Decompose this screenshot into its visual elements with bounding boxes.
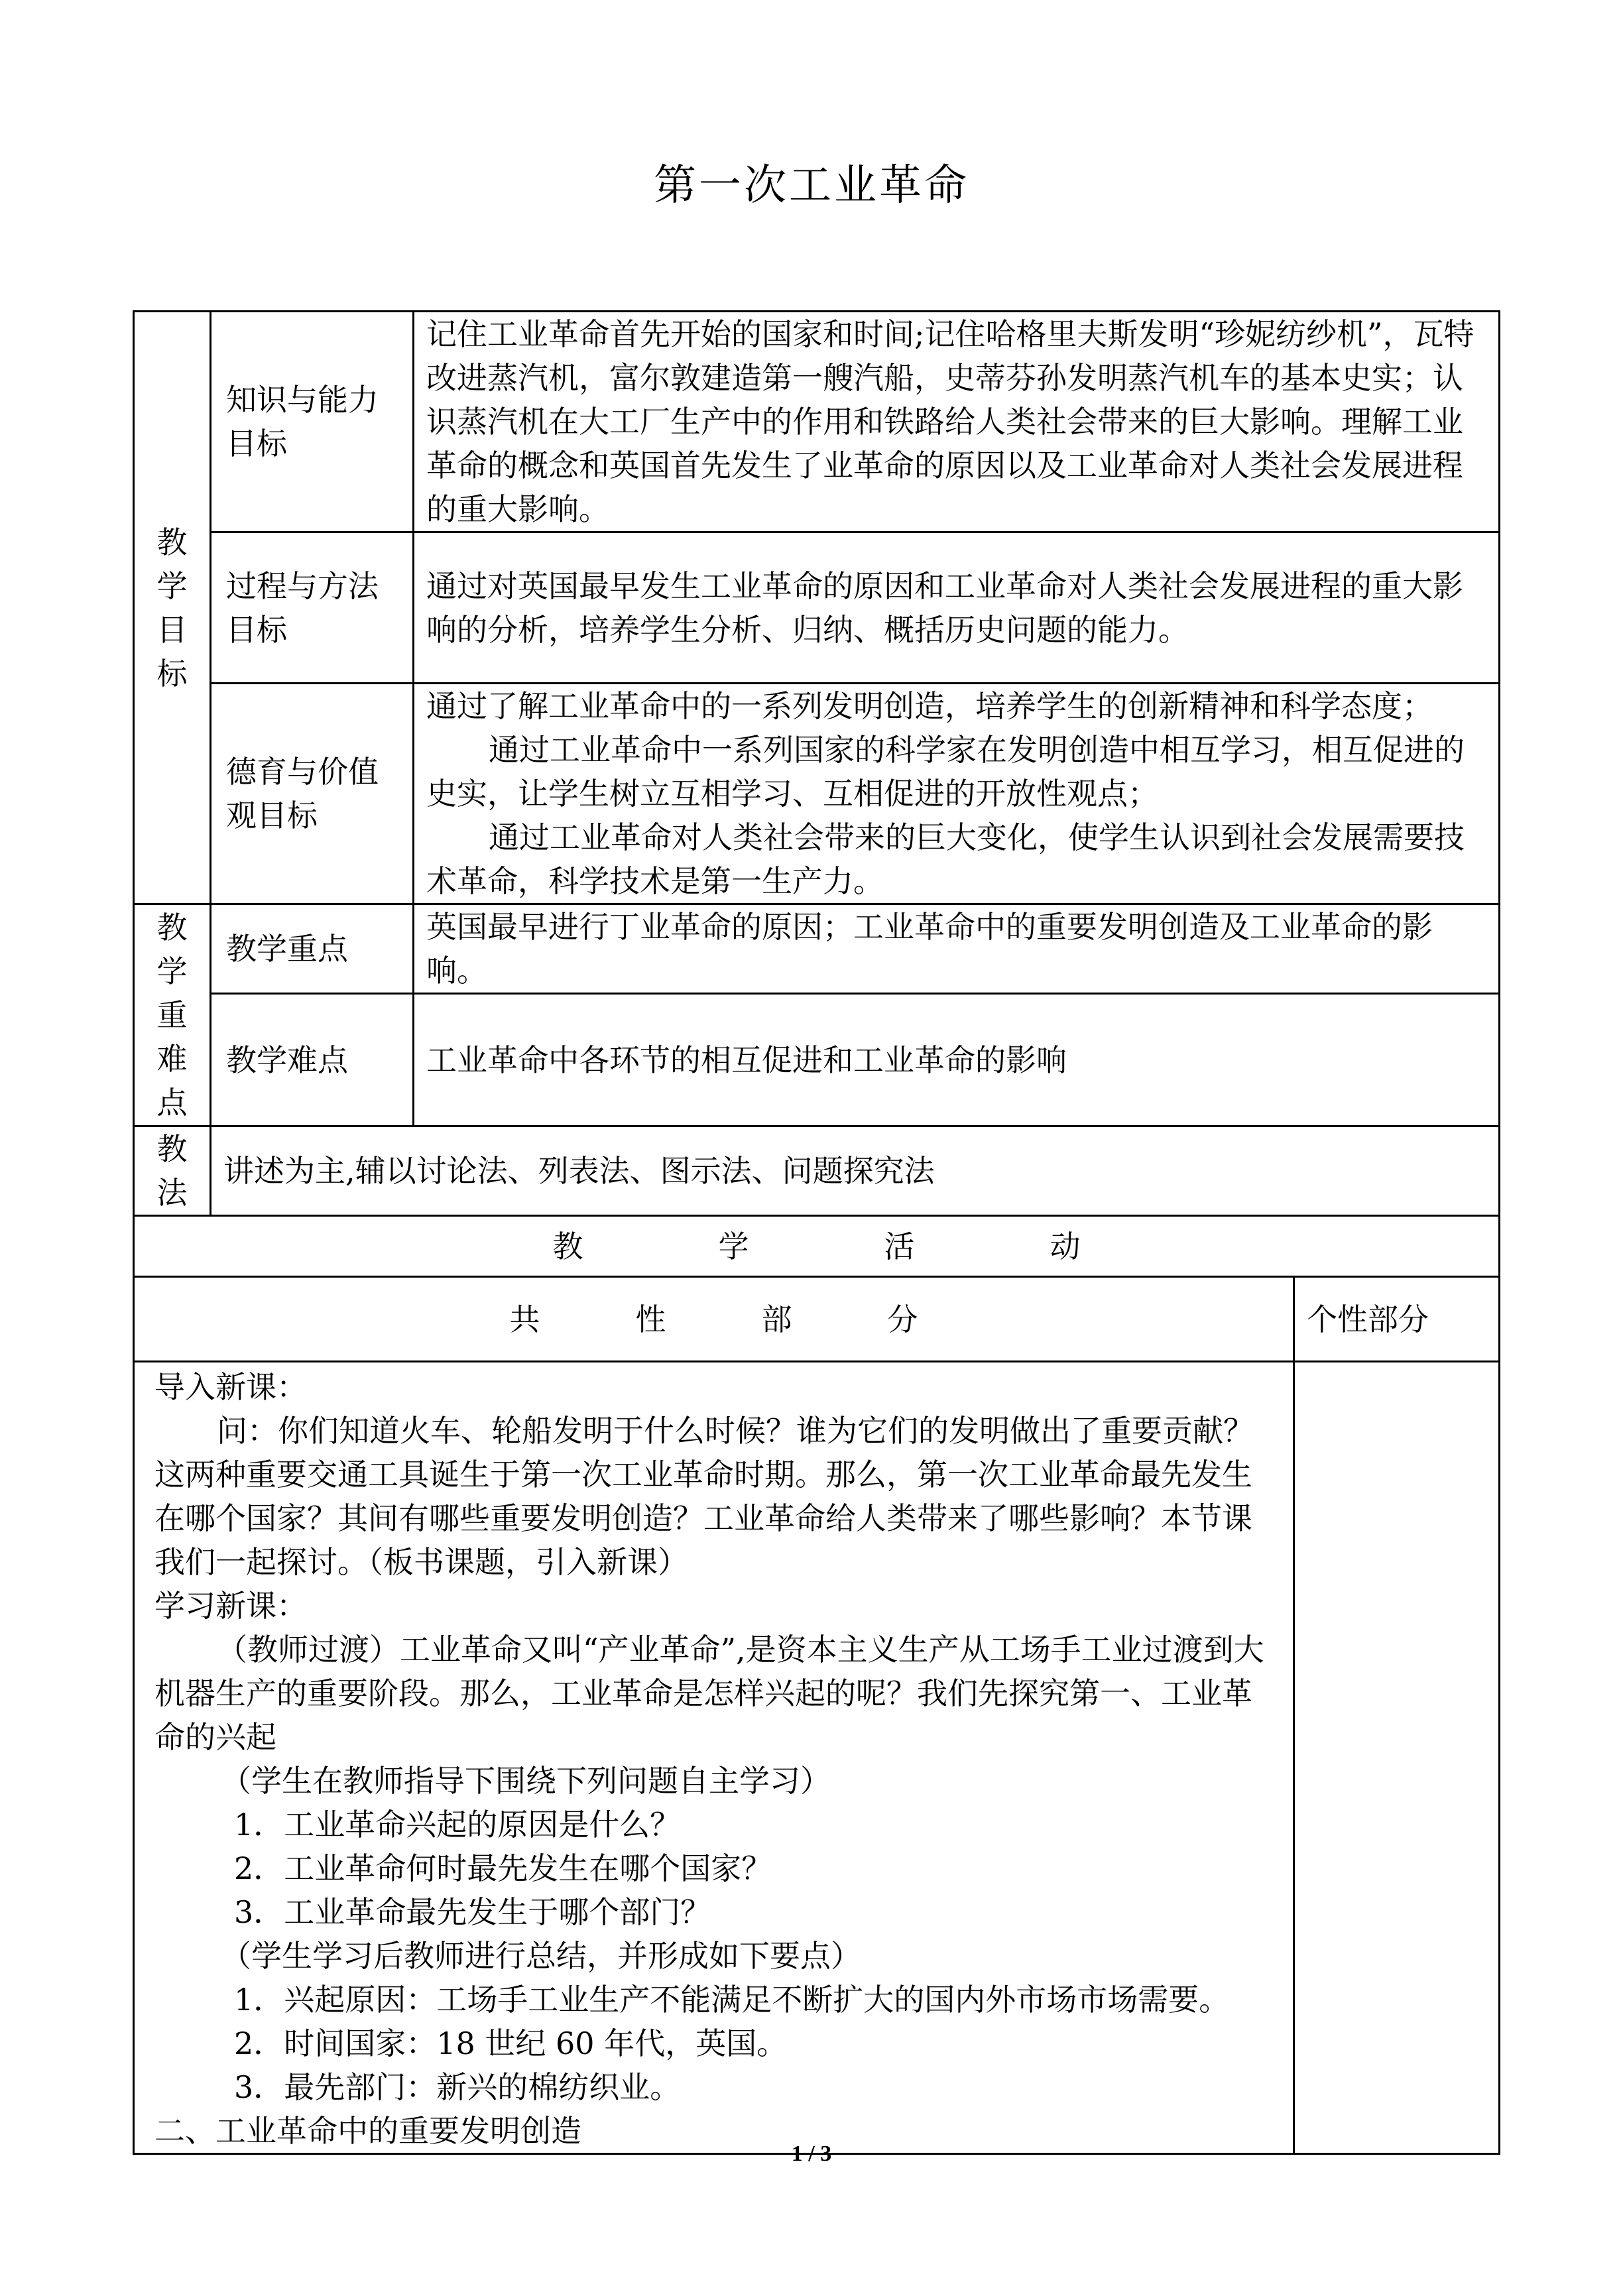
guide-text: （学生在教师指导下围绕下列问题自主学习） (221, 1763, 831, 1799)
method-row (134, 1126, 1500, 1216)
question-item: 3．工业革命最先发生于哪个部门？ (234, 1894, 711, 1930)
question-item: 2．工业革命何时最先发生在哪个国家？ (234, 1850, 772, 1886)
activity-body-row (134, 1362, 1500, 2154)
summary-point: 1．兴起原因：工场手工业生产不能满足不断扩大的国内外市场市场需要。 (234, 1982, 1230, 2018)
goal-row-knowledge (134, 312, 1500, 532)
intro-label: 导入新课： (154, 1369, 307, 1405)
activity-header: 教 学 活 动 (134, 1216, 1500, 1277)
goals-header: 教 学 目 标 (134, 312, 211, 904)
difficulty-text: 工业革命中各环节的相互促进和工业革命的影响 (414, 994, 1500, 1126)
focus-text: 英国最早进行丁业革命的原因；工业革命中的重要发明创造及工业革命的影响。 (414, 904, 1500, 994)
keypoints-header: 教 学 重 难 点 (134, 904, 211, 1126)
method-header: 教 法 (134, 1126, 211, 1216)
transition-text: （教师过渡）工业革命又叫“产业革命”,是资本主义生产从工场手工业过渡到大机器生产的重要阶段。那么，工业革命是怎样兴起的呢？我们先探究第一、工业革命的兴起 (154, 1632, 1264, 1755)
new-lesson-label: 学习新课： (154, 1588, 307, 1624)
moral-goal-text: 通过了解工业革命中的一系列发明创造，培养学生的创新精神和科学态度； 通过工业革命中一系列国家的科学家在发明创造中相互学习，相互促进的史实，让学生树立互相学习、互相促进的开放性观点； 通过工业革命对人类社会带来的巨大变化，使学生认识到社会发展需要技术革命，科学技术是第一生产力。 (414, 684, 1500, 904)
personal-content (1294, 1362, 1500, 2154)
process-goal-label: 过程与方法目标 (211, 532, 414, 684)
goal-row-process (134, 532, 1500, 684)
personal-header: 个性部分 (1294, 1277, 1500, 1362)
difficulty-row (134, 994, 1500, 1126)
focus-label: 教学重点 (211, 904, 414, 994)
knowledge-goal-text: 记住工业革命首先开始的国家和时间;记住哈格里夫斯发明“珍妮纺纱机”，瓦特改进蒸汽机，富尔敦建造第一艘汽船，史蒂芬孙发明蒸汽机车的基本史实；认识蒸汽机在大工厂生产中的作用和铁路给人类社会带来的巨大影响。理解工业革命的概念和英国首先发生了业革命的原因以及工业革命对人类社会发展进程的重大影响。 (414, 312, 1500, 532)
knowledge-goal-label: 知识与能力目标 (211, 312, 414, 532)
difficulty-label: 教学难点 (211, 994, 414, 1126)
intro-text: 问：你们知道火车、轮船发明于什么时候？谁为它们的发明做出了重要贡献？这两种重要交通工具诞生于第一次工业革命时期。那么，第一次工业革命最先发生在哪个国家？其间有哪些重要发明创造？工业革命给人类带来了哪些影响？本节课我们一起探讨。（板书课题，引入新课） (154, 1413, 1254, 1580)
lesson-plan-table (133, 310, 1500, 2155)
question-item: 1．工业革命兴起的原因是什么？ (234, 1807, 681, 1843)
process-goal-text: 通过对英国最早发生工业革命的原因和工业革命对人类社会发展进程的重大影响的分析，培养学生分析、归纳、概括历史问题的能力。 (414, 532, 1500, 684)
summary-point: 3．最先部门：新兴的棉纺织业。 (234, 2069, 681, 2105)
common-content (134, 1362, 1294, 2154)
moral-goal-label: 德育与价值观目标 (211, 684, 414, 904)
common-header-row (134, 1277, 1500, 1362)
goal-row-moral (134, 684, 1500, 904)
section-2-heading: 二、工业革命中的重要发明创造 (154, 2113, 581, 2149)
page-number: 1 / 3 (791, 2142, 832, 2166)
activity-header-row (134, 1216, 1500, 1277)
summary-point: 2．时间国家：18 世纪 60 年代，英国。 (234, 2025, 788, 2061)
method-text: 讲述为主,辅以讨论法、列表法、图示法、问题探究法 (211, 1126, 1500, 1216)
page-title: 第一次工业革命 (654, 161, 969, 210)
summary-intro: （学生学习后教师进行总结，并形成如下要点） (221, 1938, 861, 1974)
focus-row (134, 904, 1500, 994)
common-header: 共 性 部 分 (134, 1277, 1294, 1362)
